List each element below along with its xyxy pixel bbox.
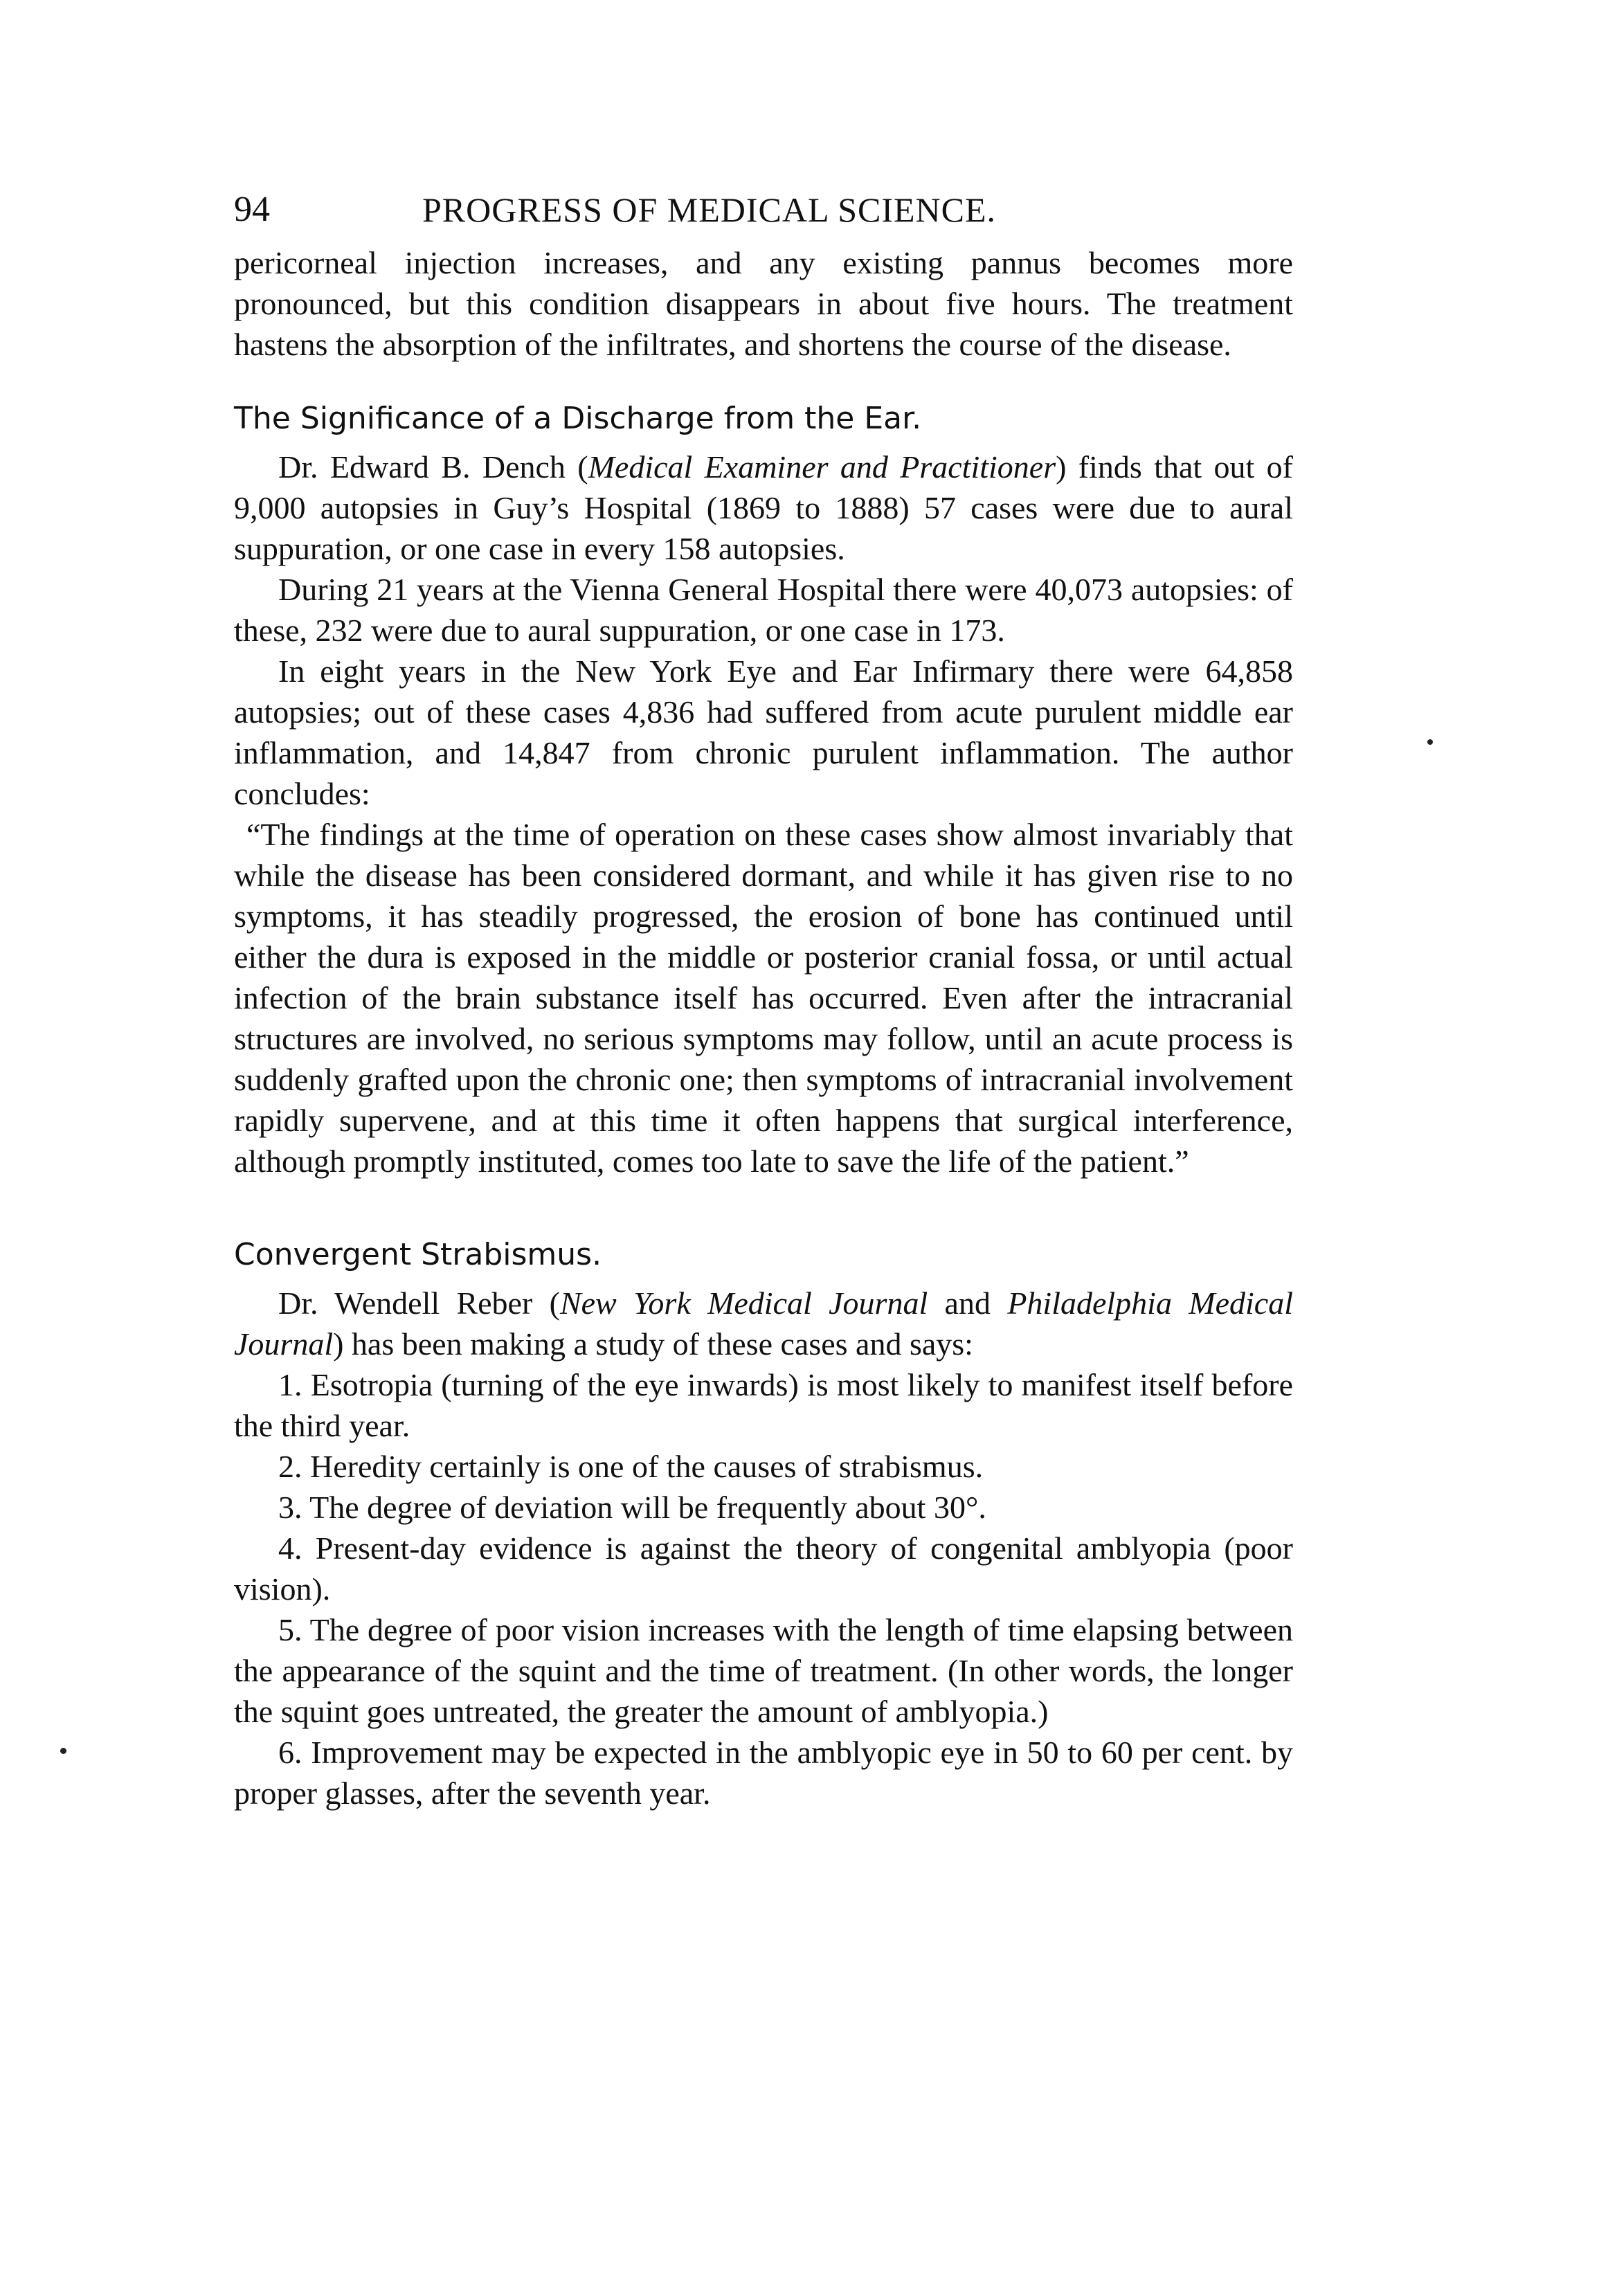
list-item: 4. Present-day evidence is against the theory of congenital amblyopia (poor vision). [234, 1530, 1293, 1607]
section-heading-ear-discharge: The Significance of a Discharge from the Ear. [234, 401, 922, 436]
page-body [234, 242, 1293, 1814]
journal-title-philadelphia-medical: Philadelphia Medical Journal [234, 1285, 1293, 1362]
page-number: 94 [234, 190, 270, 229]
list-item: 5. The degree of poor vision increases with the length of time elapsing between the appearance of the squint and the time of treatment. (In other words, the longer the squint goes untreated, the greater the amount of amblyopia.) [234, 1612, 1293, 1729]
journal-title-medical-examiner: Medical Examiner and Practitioner [588, 449, 1056, 485]
list-item: 1. Esotropia (turning of the eye inwards) is most likely to manifest itself before the third year. [234, 1367, 1293, 1443]
new-york-paragraph: In eight years in the New York Eye and Ear Infirmary there were 64,858 autopsies; out of these cases 4,836 had suffered from acute purulent middle ear inflammation, and 14,847 from chronic purulent inflammation. The author concludes: [234, 653, 1293, 811]
page-header [234, 186, 1281, 234]
dench-text-a: Dr. Edward B. Dench ( [278, 449, 588, 485]
journal-title-ny-medical: New York Medical Journal [559, 1285, 928, 1321]
list-item: 6. Improvement may be expected in the amblyopic eye in 50 to 60 per cent. by proper glasses, after the seventh year. [234, 1735, 1293, 1811]
scan-speck-left [60, 1748, 66, 1754]
author-quote: “The findings at the time of operation on these cases show almost invariably that while the disease has been considered dormant, and while it has given rise to no symptoms, it has steadily progressed, the erosion of bone has continued until either the dura is exposed in the middle or posterior cranial fossa, or until actual infection of the brain substance itself has occurred. Even after the intracranial structures are involved, no serious symptoms may follow, until an acute process is suddenly grafted upon the chronic one; then symptoms of intracranial involvement rapidly supervene, and at this time it often happens that surgical interference, although promptly instituted, comes too late to save the life of the patient.” [234, 817, 1293, 1179]
vienna-paragraph: During 21 years at the Vienna General Hospital there were 40,073 autopsies: of these, 232 were due to aural suppuration, or one case in 173. [234, 572, 1293, 648]
reber-text-a: Dr. Wendell Reber ( [278, 1285, 560, 1321]
continuation-paragraph: pericorneal injection increases, and any existing pannus becomes more pronounced, but this condition disappears in about five hours. The treatment hastens the absorption of the infiltrates, and shortens the course of the disease. [234, 245, 1293, 362]
list-item: 3. The degree of deviation will be frequently about 30°. [278, 1490, 986, 1525]
reber-paragraph [234, 1283, 1293, 1364]
section-heading-strabismus: Convergent Strabismus. [234, 1237, 602, 1272]
list-item: 2. Heredity certainly is one of the causes of strabismus. [278, 1449, 984, 1484]
running-title: PROGRESS OF MEDICAL SCIENCE. [422, 190, 997, 229]
reber-text-b: and [928, 1285, 1008, 1321]
scan-speck-right [1427, 739, 1433, 745]
reber-text-c: ) has been making a study of these cases and says: [333, 1326, 973, 1362]
dench-text-b: ) finds that out of 9,000 autopsies in Guy’s Hospital (1869 to 1888) 57 cases were due to aural suppuration, or one case in every 158 autopsies. [234, 449, 1293, 566]
dench-paragraph [234, 446, 1293, 569]
